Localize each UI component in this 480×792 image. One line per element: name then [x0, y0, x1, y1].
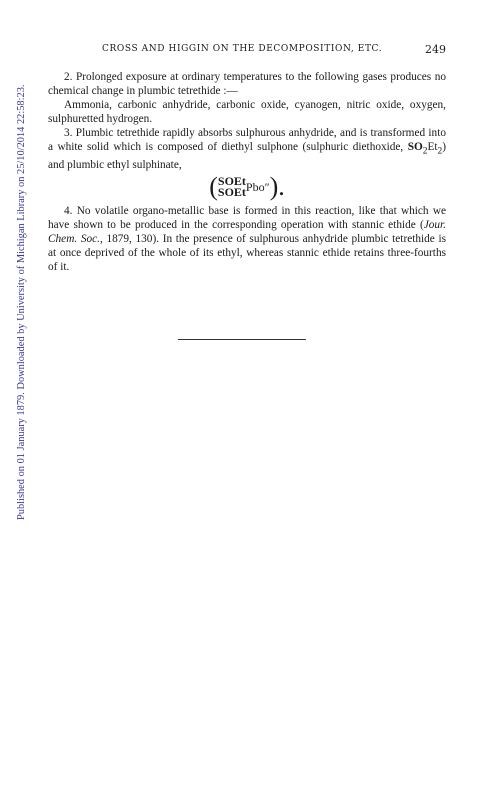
running-title: CROSS AND HIGGIN ON THE DECOMPOSITION, ETC.: [102, 44, 383, 54]
article-body: [48, 70, 446, 274]
formula-open-paren: (: [209, 172, 218, 202]
sulphone-sub-2: 2: [422, 146, 428, 157]
sulphinate-formula: [48, 172, 446, 202]
paragraph-3-text: 3. Plumbic tetrethide rapidly absorbs sulphurous anhydride, and is transformed into a white solid which is composed of diethyl sulphone (sulphuric diethoxide,: [48, 127, 446, 153]
section-end-rule: [178, 339, 306, 340]
side-note: [4, 40, 27, 520]
side-note-text: Published on 01 January 1879. Downloaded by University of Michigan Library on 25/10/2014 22:58:23.: [16, 84, 27, 520]
paragraph-3-end: ) and plumbic ethyl sulphinate,: [48, 141, 446, 172]
sulphone-et: Et: [427, 141, 438, 153]
page-header: [48, 44, 446, 58]
formula-line-2: SOEt: [217, 185, 246, 200]
paragraph-3: [48, 126, 446, 172]
page-number: 249: [425, 43, 446, 56]
gas-list: Ammonia, carbonic anhydride, carbonic oxide, cyanogen, nitric oxide, oxygen, sulphuretted hydrogen.: [48, 99, 446, 125]
paragraph-4-end: , 1879, 130). In the presence of sulphurous anhydride plumbic tetrethide is at once deprived of the whole of its ethyl, whereas stannic ethide retains three-fourths of it.: [48, 233, 446, 274]
paragraph-2: 2. Prolonged exposure at ordinary temperatures to the following gases produces no chemical change in plumbic tetrethide :—: [48, 71, 446, 97]
formula-stack: [218, 176, 246, 198]
paragraph-4-text: 4. No volatile organo-metallic base is formed in this reaction, like that which we have shown to be produced in the corresponding operation with stannic ethide (: [48, 205, 446, 232]
formula-metal: Pbo″: [245, 180, 270, 195]
sulphone-so: SO: [407, 141, 423, 153]
journal-citation: Jour. Chem. Soc.: [48, 219, 446, 246]
sulphone-sub-2b: 2: [437, 146, 443, 157]
formula-line-1: SOEt: [217, 174, 246, 189]
paragraph-4: [48, 204, 446, 274]
formula-close-paren: ).: [269, 172, 285, 202]
